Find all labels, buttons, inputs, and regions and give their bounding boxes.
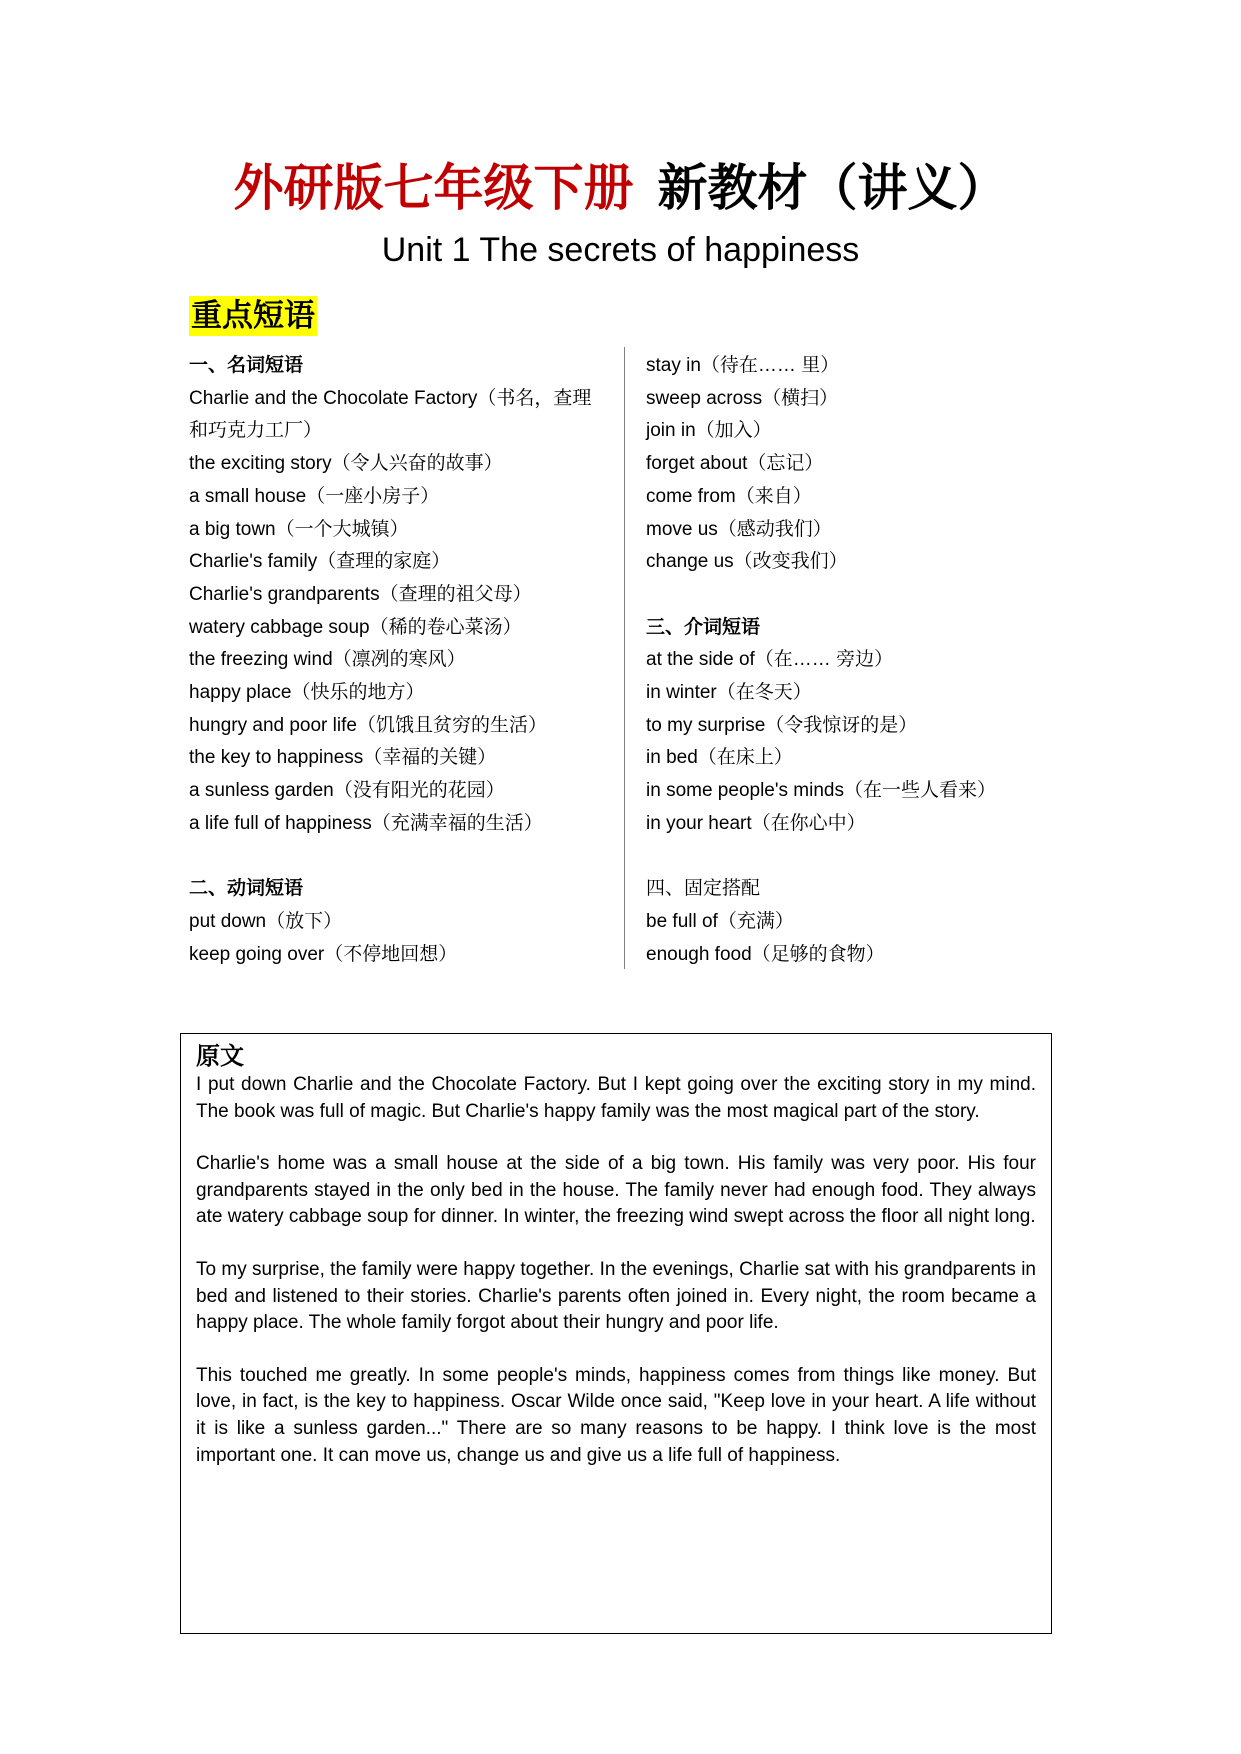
phrase-item: in winter（在冬天） bbox=[646, 682, 812, 704]
phrase-item: Charlie's grandparents（查理的祖父母） bbox=[189, 583, 532, 605]
phrase-item: stay in（待在…… 里） bbox=[646, 355, 840, 376]
phrase-item: sweep across（横扫） bbox=[646, 387, 839, 409]
spacer bbox=[646, 579, 1066, 612]
fixed-collocations-heading: 四、固定搭配 bbox=[646, 878, 761, 900]
title-red-part: 外研版七年级下册 bbox=[233, 158, 634, 217]
key-phrases-heading: 重点短语 bbox=[189, 296, 317, 336]
spacer bbox=[646, 841, 1066, 874]
paragraph: Charlie's home was a small house at the side of a big town. His family was very poor. His four grandparents stayed in the only bed in the house. The family never had enough food. They always ate watery cabbage soup for dinner. In winter, the freezing wind swept across the floor all night long. bbox=[196, 1153, 1036, 1228]
phrase-item: forget about（忘记） bbox=[646, 453, 824, 475]
phrase-item: happy place（快乐的地方） bbox=[189, 682, 425, 704]
paragraph: This touched me greatly. In some people's minds, happiness comes from things like money. But love, in fact, is the key to happiness. Oscar Wilde once said, "Keep love in your heart. A life without it is like a sunless garden..." There are so many reasons to be happy. I think love is the most important one. It can move us, change us and give us a life full of happiness. bbox=[196, 1364, 1036, 1466]
phrase-item: join in（加入） bbox=[646, 420, 772, 442]
phrases-left-column bbox=[189, 350, 609, 971]
phrase-item: put down（放下） bbox=[189, 910, 343, 932]
phrase-item: be full of（充满） bbox=[646, 910, 794, 932]
phrase-item: keep going over（不停地回想） bbox=[189, 943, 458, 965]
phrase-item: Charlie and the Chocolate Factory（书名，查理和巧克力工厂） bbox=[189, 387, 592, 442]
phrase-item: a small house（一座小房子） bbox=[189, 485, 440, 507]
paragraph: I put down Charlie and the Chocolate Factory. But I kept going over the exciting story in my mind. The book was full of magic. But Charlie's happy family was the most magical part of the story. bbox=[196, 1074, 1036, 1122]
title-black-part: 新教材（讲义） bbox=[657, 158, 1008, 217]
column-divider bbox=[624, 347, 625, 969]
unit-subtitle: Unit 1 The secrets of happiness bbox=[381, 231, 860, 269]
phrase-item: watery cabbage soup（稀的卷心菜汤） bbox=[189, 616, 522, 638]
spacer bbox=[189, 841, 609, 874]
phrase-item: change us（改变我们） bbox=[646, 551, 848, 573]
verb-phrases-heading: 二、动词短语 bbox=[189, 878, 304, 900]
phrase-item: Charlie's family（查理的家庭） bbox=[189, 551, 451, 573]
original-text-title: 原文 bbox=[196, 1043, 244, 1070]
phrase-item: the exciting story（令人兴奋的故事） bbox=[189, 453, 503, 475]
prep-phrases-heading: 三、介词短语 bbox=[646, 616, 761, 638]
phrase-item: in some people's minds（在一些人看来） bbox=[646, 780, 996, 802]
paragraph: To my surprise, the family were happy together. In the evenings, Charlie sat with his grandparents in bed and listened to their stories. Charlie's parents often joined in. Every night, the room became a happy place. The whole family forgot about their hungry and poor life. bbox=[196, 1258, 1036, 1334]
phrase-item: in bed（在床上） bbox=[646, 747, 793, 769]
phrase-item: to my surprise（令我惊讶的是） bbox=[646, 714, 918, 736]
phrase-item: hungry and poor life（饥饿且贫穷的生活） bbox=[189, 714, 547, 736]
phrases-right-column bbox=[646, 350, 1066, 971]
original-text-box bbox=[180, 1033, 1052, 1634]
phrase-item: the key to happiness（幸福的关键） bbox=[189, 747, 497, 769]
noun-phrases-heading: 一、名词短语 bbox=[189, 355, 304, 376]
phrase-item: come from（来自） bbox=[646, 485, 812, 507]
phrase-item: a big town（一个大城镇） bbox=[189, 518, 409, 540]
phrase-item: at the side of（在…… 旁边） bbox=[646, 649, 894, 671]
phrase-item: the freezing wind（凛冽的寒风） bbox=[189, 649, 466, 671]
phrase-item: enough food（足够的食物） bbox=[646, 943, 885, 965]
page-title bbox=[0, 156, 1241, 220]
phrase-item: a sunless garden（没有阳光的花园） bbox=[189, 780, 505, 802]
phrase-item: in your heart（在你心中） bbox=[646, 812, 866, 834]
phrase-item: a life full of happiness（充满幸福的生活） bbox=[189, 812, 543, 834]
phrase-item: move us（感动我们） bbox=[646, 518, 832, 540]
